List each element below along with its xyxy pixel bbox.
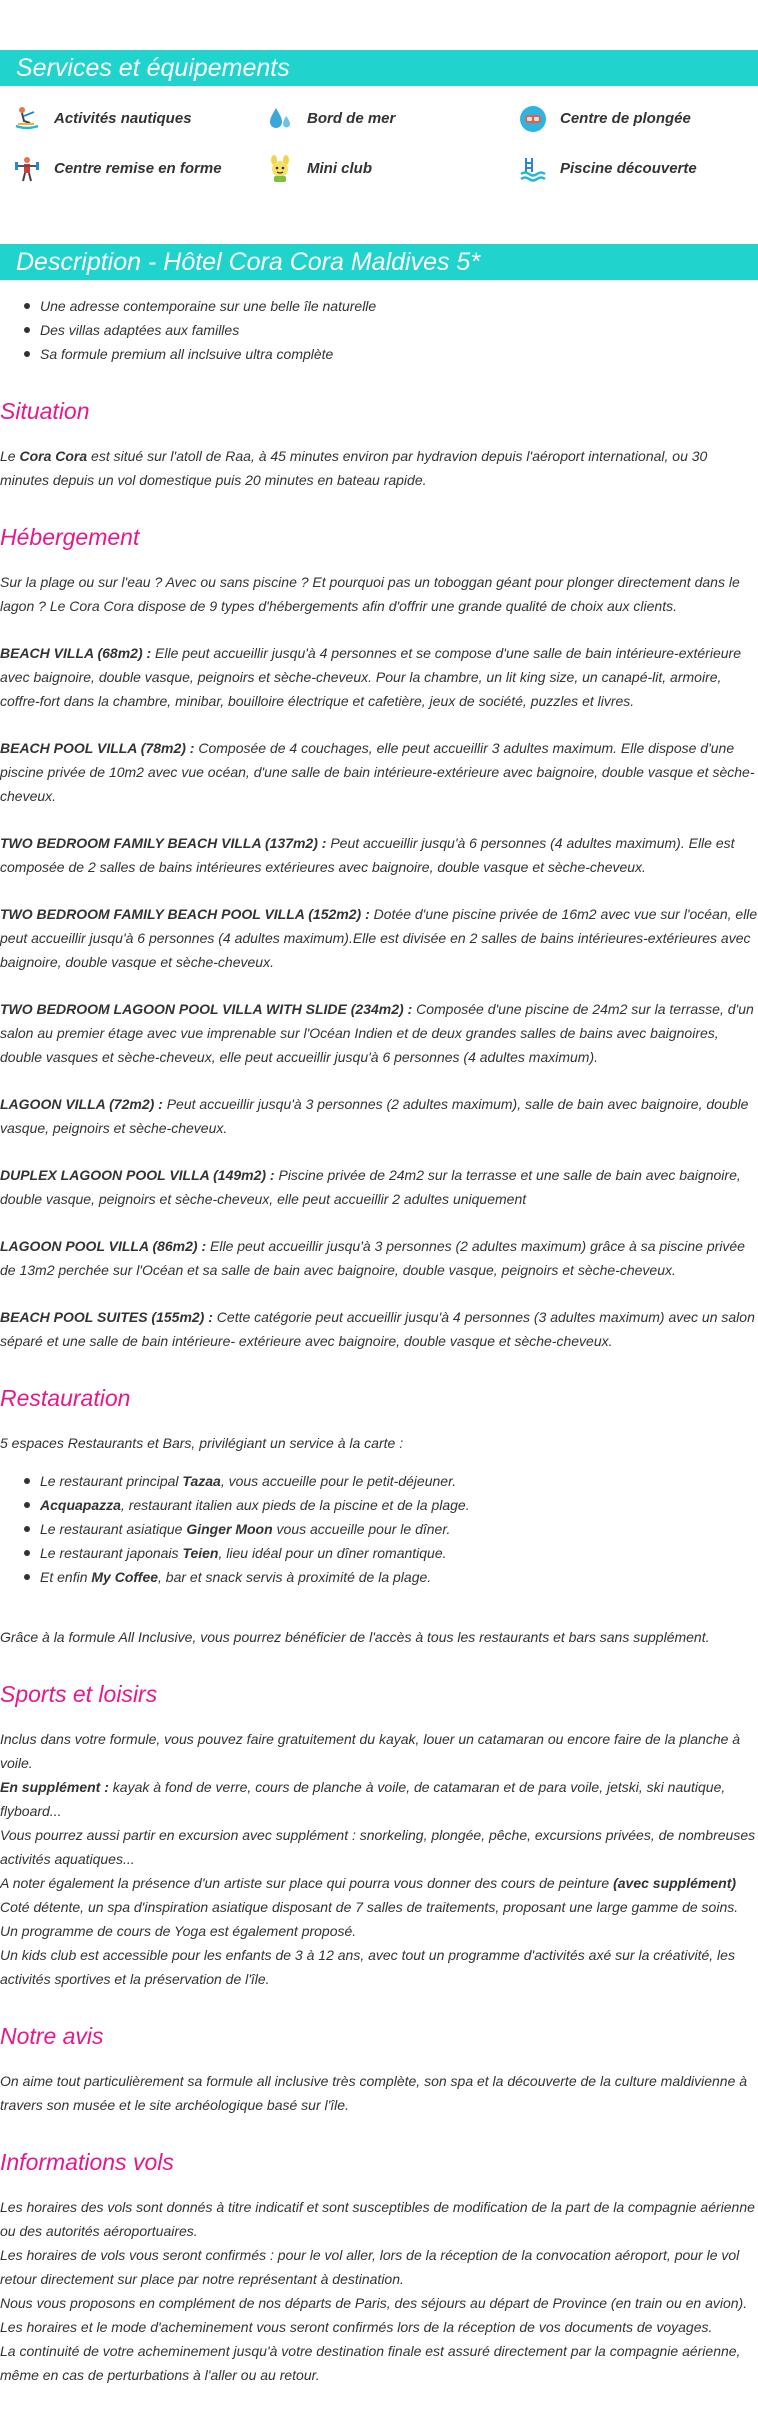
services-title: Services et équipements xyxy=(0,50,758,86)
service-item xyxy=(12,100,265,138)
room-description: TWO BEDROOM FAMILY BEACH VILLA (137m2) : Peut accueillir jusqu'à 6 personnes (4 adultes maximum). Elle est composée de 2 salles de bains intérieures extérieures avec baignoire, double vasque et sèche-cheveux. xyxy=(0,835,735,875)
pool-icon xyxy=(518,154,548,184)
room-description: TWO BEDROOM FAMILY BEACH POOL VILLA (152m2) : Dotée d'une piscine privée de 16m2 avec vue sur l'océan, elle peut accueillir jusqu'à 6 personnes (4 adultes maximum).Elle est divisée en 2 salles de bains intérieures-extérieures avec baignoire, double vasque et sèche-cheveux. xyxy=(0,906,758,970)
water-ski-icon xyxy=(12,104,42,134)
situation-text: Le Cora Cora est situé sur l'atoll de Raa, à 45 minutes environ par hydravion depuis l'aéroport international, ou 30 minutes depuis un vol domestique puis 20 minutes en bateau rapide. xyxy=(0,448,708,488)
room-description: LAGOON POOL VILLA (86m2) : Elle peut accueillir jusqu'à 3 personnes (2 adultes maximum) grâce à sa piscine privée de 13m2 perchée sur l'Océan et sa salle de bain avec baignoire, double vasque, peignoirs et sèche-cheveux. xyxy=(0,1238,745,1278)
sports-text: Coté détente, un spa d'inspiration asiatique disposant de 7 salles de traitements, proposant une large gamme de soins. xyxy=(0,1899,739,1915)
restaurants-list xyxy=(0,1455,758,1589)
section-title-avis: Notre avis xyxy=(0,2023,104,2049)
service-item xyxy=(12,150,265,188)
list-item: Le restaurant principal Tazaa, vous accueille pour le petit-déjeuner. xyxy=(24,1469,758,1493)
highlights-list xyxy=(0,280,758,366)
room-description: BEACH POOL SUITES (155m2) : Cette catégorie peut accueillir jusqu'à 4 personnes (3 adultes maximum) avec un salon séparé et une salle de bain intérieure- extérieure avec baignoire, double vasque et sèche-cheveux. xyxy=(0,1309,755,1349)
section-title-sports: Sports et loisirs xyxy=(0,1681,158,1707)
fitness-icon xyxy=(12,154,42,184)
diving-mask-icon xyxy=(518,104,548,134)
service-label: Mini club xyxy=(307,160,372,177)
section-title-situation: Situation xyxy=(0,398,90,424)
vols-text: Les horaires des vols sont donnés à titre indicatif et sont susceptibles de modification de la part de la compagnie aérienne ou des autorités aéroportuaires. xyxy=(0,2199,755,2239)
description-title: Description - Hôtel Cora Cora Maldives 5* xyxy=(0,244,758,280)
sports-text: Un programme de cours de Yoga est également proposé. xyxy=(0,1923,357,1939)
list-item: Le restaurant asiatique Ginger Moon vous accueille pour le dîner. xyxy=(24,1517,758,1541)
service-label: Piscine découverte xyxy=(560,160,697,177)
service-item xyxy=(518,150,758,188)
room-description: LAGOON VILLA (72m2) : Peut accueillir jusqu'à 3 personnes (2 adultes maximum), salle de bain avec baignoire, double vasque, peignoirs et sèche-cheveux. xyxy=(0,1096,749,1136)
room-description: TWO BEDROOM LAGOON POOL VILLA WITH SLIDE (234m2) : Composée d'une piscine de 24m2 sur la terrasse, d'un salon au premier étage avec vue imprenable sur l'Océan Indien et de deux grandes salles de bains avec baignoires, double vasques et sèche-cheveux, elle peut accueillir jusqu'à 6 personnes (4 adultes maximum). xyxy=(0,1001,754,1065)
section-title-vols: Informations vols xyxy=(0,2149,174,2175)
vols-text: La continuité de votre acheminement jusqu'à votre destination finale est assuré directement par la compagnie aérienne, même en cas de perturbations à l'aller ou au retour. xyxy=(0,2343,741,2383)
room-description: DUPLEX LAGOON POOL VILLA (149m2) : Piscine privée de 24m2 sur la terrasse et une salle de bain avec baignoire, double vasque, peignoirs et sèche-cheveux, elle peut accueillir 2 adultes uniquement xyxy=(0,1167,741,1207)
restauration-outro: Grâce à la formule All Inclusive, vous pourrez bénéficier de l'accès à tous les restaurants et bars sans supplément. xyxy=(0,1629,710,1645)
sports-text: En supplément : kayak à fond de verre, cours de planche à voile, de catamaran et de para voile, jetski, ski nautique, flyboard... xyxy=(0,1779,726,1819)
service-label: Bord de mer xyxy=(307,110,396,127)
section-title-hebergement: Hébergement xyxy=(0,524,140,550)
hebergement-intro: Sur la plage ou sur l'eau ? Avec ou sans piscine ? Et pourquoi pas un toboggan géant pour plonger directement dans le lagon ? Le Cora Cora dispose de 9 types d'hébergements afin d'offrir une grande qualité de choix aux clients. xyxy=(0,574,740,614)
service-label: Centre de plongée xyxy=(560,110,691,127)
restauration-intro: 5 espaces Restaurants et Bars, privilégiant un service à la carte : xyxy=(0,1435,404,1451)
room-description: BEACH POOL VILLA (78m2) : Composée de 4 couchages, elle peut accueillir 3 adultes maximum. Elle dispose d'une piscine privée de 10m2 avec vue océan, d'une salle de bain intérieure-extérieure avec baignoire, double vasque et sèche-cheveux. xyxy=(0,740,755,804)
services-grid xyxy=(0,86,758,188)
kids-club-icon xyxy=(265,154,295,184)
list-item: Acquapazza, restaurant italien aux pieds de la piscine et de la plage. xyxy=(24,1493,758,1517)
sports-text: Inclus dans votre formule, vous pouvez faire gratuitement du kayak, louer un catamaran ou encore faire de la planche à voile. xyxy=(0,1731,741,1771)
avis-text: On aime tout particulièrement sa formule all inclusive très complète, son spa et la découverte de la culture maldivienne à travers son musée et le site archéologique basé sur l'île. xyxy=(0,2073,748,2113)
vols-text: Nous vous proposons en complément de nos départs de Paris, des séjours au départ de Province (en train ou en avion). xyxy=(0,2295,748,2311)
room-description: BEACH VILLA (68m2) : Elle peut accueillir jusqu'à 4 personnes et se compose d'une salle de bain intérieure-extérieure avec baignoire, double vasque, peignoirs et sèche-cheveux. Pour la chambre, un lit king size, un canapé-lit, armoire, coffre-fort dans la chambre, minibar, bouilloire électrique et cafetière, jeux de société, puzzles et livres. xyxy=(0,645,741,709)
sports-text: A noter également la présence d'un artiste sur place qui pourra vous donner des cours de peinture (avec supplément) xyxy=(0,1875,737,1891)
vols-text: Les horaires et le mode d'acheminement vous seront confirmés lors de la réception de vos documents de voyages. xyxy=(0,2319,713,2335)
service-item xyxy=(265,150,518,188)
list-item: Le restaurant japonais Teien, lieu idéal pour un dîner romantique. xyxy=(24,1541,758,1565)
sports-text: Un kids club est accessible pour les enfants de 3 à 12 ans, avec tout un programme d'activités axé sur la créativité, les activités sportives et la préservation de l'île. xyxy=(0,1947,735,1987)
water-drops-icon xyxy=(265,104,295,134)
vols-text: Les horaires de vols vous seront confirmés : pour le vol aller, lors de la réception de la convocation aéroport, pour le vol retour directement sur place par notre représentant à destination. xyxy=(0,2247,740,2287)
list-item: Des villas adaptées aux familles xyxy=(24,318,758,342)
list-item: Sa formule premium all inclsuive ultra complète xyxy=(24,342,758,366)
list-item: Et enfin My Coffee, bar et snack servis à proximité de la plage. xyxy=(24,1565,758,1589)
service-label: Centre remise en forme xyxy=(54,160,222,177)
service-item xyxy=(265,100,518,138)
sports-text: Vous pourrez aussi partir en excursion avec supplément : snorkeling, plongée, pêche, excursions privées, de nombreuses activités aquatiques... xyxy=(0,1827,756,1867)
section-title-restauration: Restauration xyxy=(0,1385,131,1411)
service-label: Activités nautiques xyxy=(54,110,192,127)
list-item: Une adresse contemporaine sur une belle île naturelle xyxy=(24,294,758,318)
service-item xyxy=(518,100,758,138)
